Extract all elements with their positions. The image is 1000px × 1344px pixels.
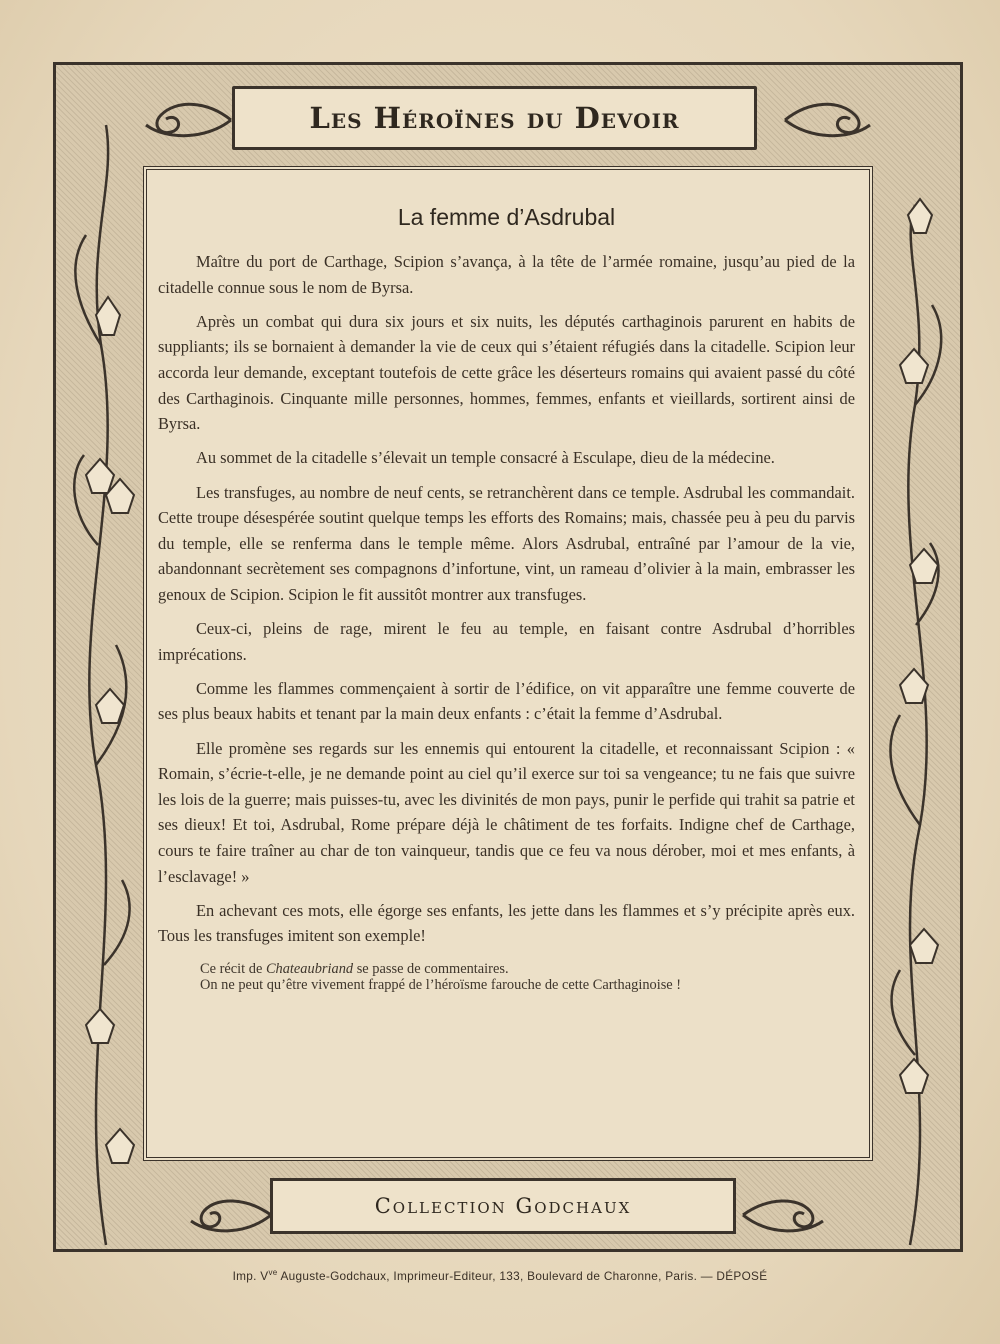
footer-banner: [270, 1178, 736, 1234]
paragraph-3: Au sommet de la citadelle s’élevait un temple consacré à Esculape, dieu de la médecine.: [196, 448, 775, 468]
paragraph-6: Comme les flammes commençaient à sortir de l’édifice, on vit apparaître une femme couverte de ses plus beaux habits et tenant par la main deux enfants : c’était la femme d’Asdrubal.: [158, 678, 855, 724]
scroll-ornament-bottom-right: [738, 1193, 838, 1239]
note-prefix: Ce récit de: [200, 961, 263, 977]
header-banner: [232, 86, 757, 150]
series-title: Les Héroïnes du Devoir: [309, 101, 680, 135]
paragraph-4: Les transfuges, au nombre de neuf cents, se retranchèrent dans ce temple. Asdrubal les commandait. Cette troupe désespérée soutint quelque temps les efforts des Romains; mais, chassée peu à peu du parvis du temple, elle se renferma dans le temple même. Alors Asdrubal, entraîné par l’amour de la vie, abandonnant secrètement ses compagnons d’infortune, vint, un rameau d’olivier à la main, embrasser les genoux de Scipion. Scipion le fit aussitôt montrer aux transfuges.: [158, 482, 855, 604]
paragraph-8: En achevant ces mots, elle égorge ses enfants, les jette dans les flammes et s’y précipite après eux. Tous les transfuges imitent son exemple!: [158, 900, 855, 946]
paragraph-1: Maître du port de Carthage, Scipion s’avança, à la tête de l’armée romaine, jusqu’au pied de la citadelle connue sous le nom de Byrsa.: [158, 252, 855, 297]
floral-border-right-vine: [870, 65, 960, 1250]
imprint-text: Auguste-Godchaux, Imprimeur-Editeur, 133, Boulevard de Charonne, Paris. — DÉPOSÉ: [280, 1268, 768, 1283]
imprint-superscript: ve: [268, 1268, 278, 1277]
note-author: Chateaubriand: [265, 961, 354, 977]
paragraph-5: Ceux-ci, pleins de rage, mirent le feu au temple, en faisant contre Asdrubal d’horribles imprécations.: [158, 619, 855, 664]
collection-title: Collection Godchaux: [374, 1194, 632, 1218]
floral-border-left-vine: [56, 65, 156, 1250]
paragraph-7: Elle promène ses regards sur les ennemis qui entourent la citadelle, et reconnaissant Scipion : « Romain, s’écrie-t-elle, je ne demande point au ciel qu’il exerce sur toi sa vengeance; tu ne fais que suivre les lois de la guerre; mais puisses-tu, avec les divinités de mon pays, punir le perfide qui trahit sa patrie et ses dieux! Et toi, Asdrubal, Rome prépare déjà le châtiment de tes forfaits. Indigne chef de Carthage, cours te faire traîner au char de ton vainqueur, tandis que ce feu va nous dérober, moi et mes enfants, à l’esclavage! »: [158, 738, 855, 886]
commentary-note: [158, 961, 855, 993]
scroll-ornament-bottom-left: [176, 1193, 276, 1239]
scroll-ornament-top-right: [780, 95, 890, 145]
imprint-prefix: Imp. V: [232, 1268, 269, 1283]
note-line-1: [200, 961, 855, 977]
scroll-ornament-top-left: [126, 95, 236, 145]
paragraph-2: Après un combat qui dura six jours et six nuits, les députés carthaginois parurent en habits de suppliants; ils se bornaient à demander la vie de ceux qui s’étaient réfugiés dans la citadelle. Scipion leur accorda leur demande, exceptant toutefois de cette grâce les déserteurs romains qui avaient passé du côté des Carthaginois. Cinquante mille personnes, hommes, femmes, enfants et vieillards, sortirent ainsi de Byrsa.: [158, 311, 855, 434]
note-line-2: On ne peut qu’être vivement frappé de l’héroïsme farouche de cette Carthaginoise !: [200, 977, 682, 993]
article-title: La femme d’Asdrubal: [397, 204, 616, 230]
printer-imprint: [0, 1268, 1000, 1283]
article: [158, 196, 855, 993]
note-suffix: se passe de commentaires.: [356, 961, 509, 977]
